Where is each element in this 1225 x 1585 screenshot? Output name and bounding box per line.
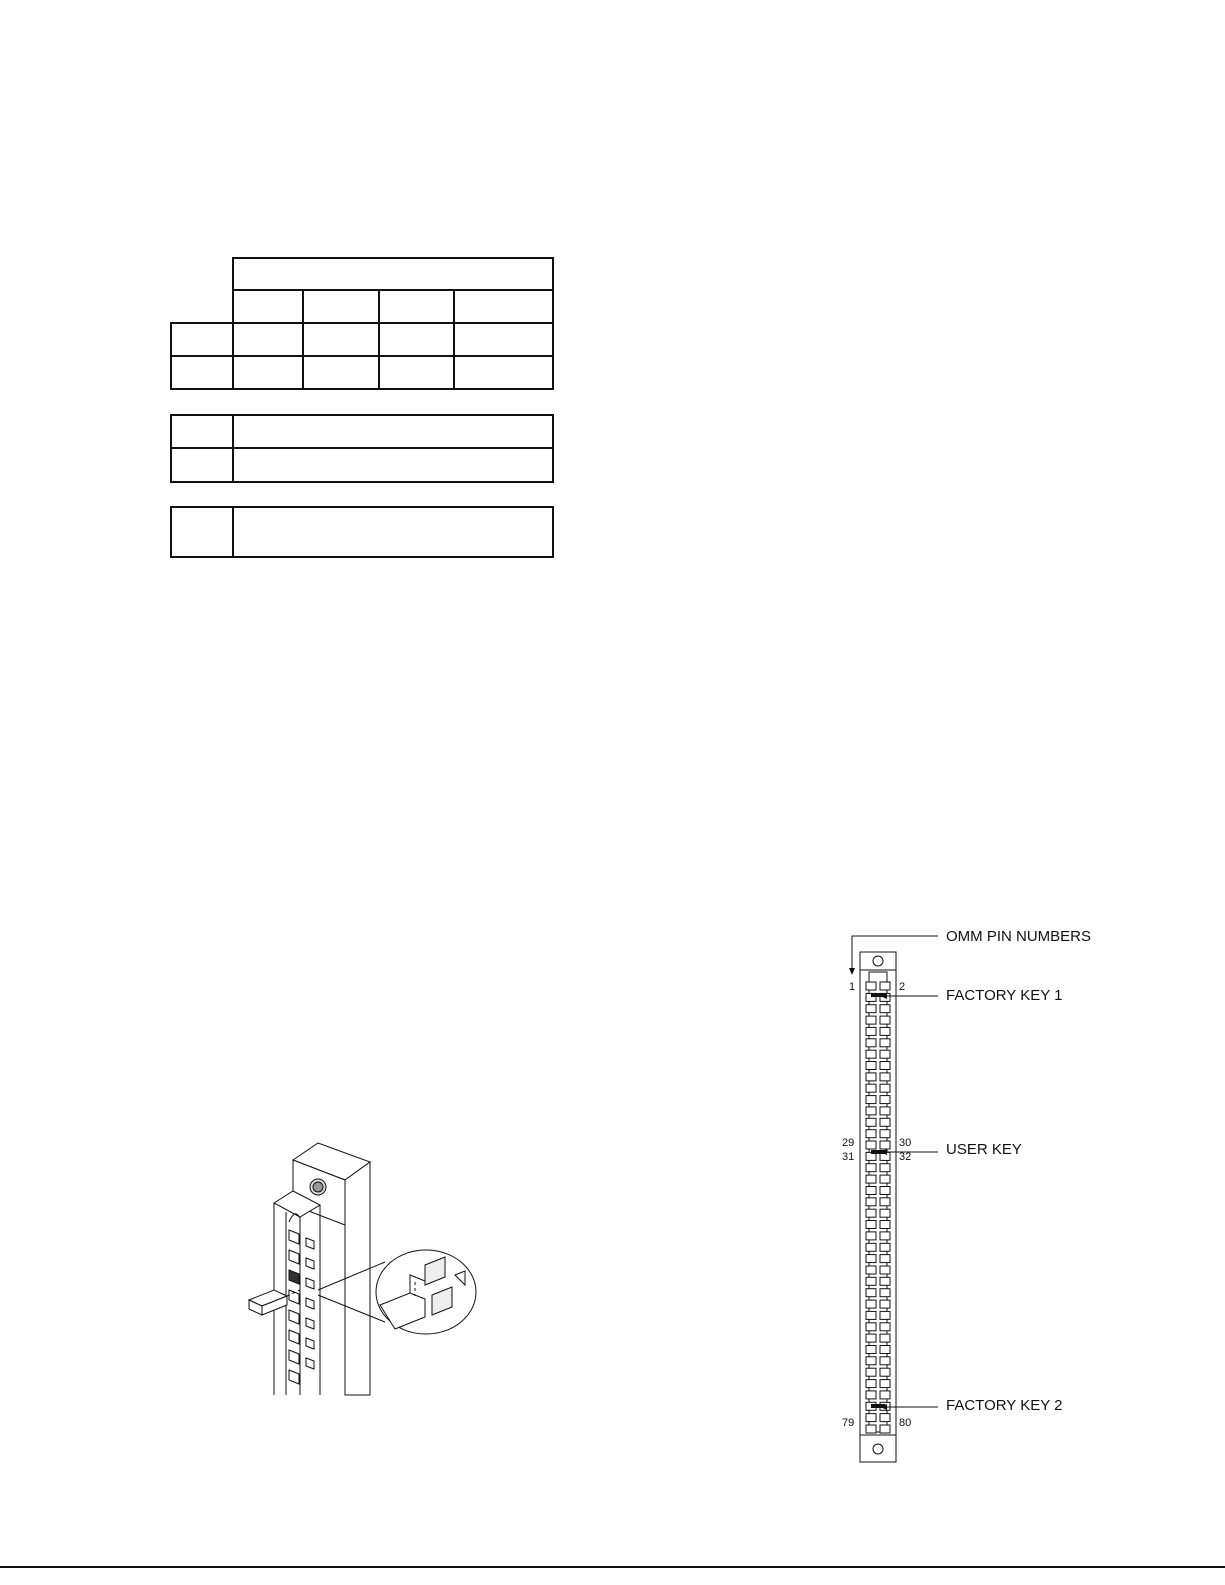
detail-magnifier (318, 1250, 476, 1334)
pin-contact-odd (866, 1414, 876, 1422)
pin-contact-even (880, 1232, 890, 1240)
pin-contact-odd (866, 1277, 876, 1285)
pin-label-1: 1 (849, 981, 856, 993)
pin-contact-even (880, 1130, 890, 1138)
pin-contact-odd (866, 1266, 876, 1274)
pin-contact-odd (866, 1334, 876, 1342)
pin-contact-odd (866, 1391, 876, 1399)
table1-data-cell (232, 355, 304, 390)
pin-contact-odd (866, 1368, 876, 1376)
pin-contact-odd (866, 982, 876, 990)
table1-data-cell (232, 322, 304, 357)
pin-contact-even (880, 1221, 890, 1229)
pin-contact-even (880, 1323, 890, 1331)
pin-contact-odd (866, 1221, 876, 1229)
pin-contact-even (880, 1073, 890, 1081)
table2-value-cell (232, 447, 554, 483)
pin-contact-even (880, 1425, 890, 1433)
table1-data-cell (302, 322, 380, 357)
pin-contact-odd (866, 1198, 876, 1206)
pin-contact-even (880, 1050, 890, 1058)
pin-contact-even (880, 1175, 890, 1183)
pin-contact-even (880, 1118, 890, 1126)
connector-pinout-diagram (840, 925, 1110, 1470)
pin-contact-odd (866, 1380, 876, 1388)
pin-contact-even (880, 1346, 890, 1354)
connector-slots (289, 1230, 314, 1384)
pin-contact-even (880, 1311, 890, 1319)
pin-label-29: 29 (842, 1137, 855, 1149)
mounting-block (293, 1143, 370, 1395)
table3-value-cell (232, 506, 554, 558)
pin-contact-odd (866, 1346, 876, 1354)
key-insertion-illustration (240, 1135, 500, 1400)
pin-contact-even (880, 1005, 890, 1013)
pin-contact-odd (866, 1289, 876, 1297)
callout-factory-key-2: FACTORY KEY 2 (946, 1397, 1063, 1414)
pin-label-80: 80 (899, 1417, 912, 1429)
pin-contact-odd (866, 1062, 876, 1070)
pin-contact-even (880, 1096, 890, 1104)
pin-contact-odd (866, 1187, 876, 1195)
pin-contact-odd (866, 1096, 876, 1104)
pin-contact-even (880, 1391, 890, 1399)
connector-body (860, 952, 896, 1462)
pin-contact-odd (866, 1209, 876, 1217)
pin-contact-even (880, 1255, 890, 1263)
pin-contact-odd (866, 1050, 876, 1058)
pin-label-2: 2 (899, 981, 906, 993)
pin-contact-odd (866, 1323, 876, 1331)
pin-contact-even (880, 1277, 890, 1285)
pin-label-32: 32 (899, 1151, 912, 1163)
pin-contact-odd (866, 1357, 876, 1365)
pin-contact-even (880, 1027, 890, 1035)
pin-contact-even (880, 1141, 890, 1149)
table2-value-cell (232, 414, 554, 449)
pin-contact-odd (866, 1164, 876, 1172)
pin-contact-even (880, 1198, 890, 1206)
pin-contact-even (880, 1243, 890, 1251)
pin-contact-odd (866, 1255, 876, 1263)
table2-label-cell (170, 447, 234, 483)
pin-contact-odd (866, 1073, 876, 1081)
pin-contact-even (880, 1357, 890, 1365)
table3-label-cell (170, 506, 234, 558)
pin-contact-odd (866, 1107, 876, 1115)
table1-subheader-cell (453, 289, 554, 324)
pin-contact-odd (866, 1039, 876, 1047)
pin-contact-odd (866, 1005, 876, 1013)
pin-contact-odd (866, 1130, 876, 1138)
pin-contact-odd (866, 1016, 876, 1024)
pin-contact-even (880, 1289, 890, 1297)
pin-contact-even (880, 1107, 890, 1115)
table1-data-cell (378, 322, 455, 357)
pin-contact-odd (866, 1425, 876, 1433)
pin-contact-odd (866, 1311, 876, 1319)
table1-row-label-cell (170, 322, 234, 357)
table1-data-cell (453, 355, 554, 390)
pin-contact-even (880, 1187, 890, 1195)
table1-subheader-cell (302, 289, 380, 324)
pin-contact-even (880, 1164, 890, 1172)
table1-header-cell (232, 257, 554, 291)
pin-contact-odd (866, 1175, 876, 1183)
pin-contact-even (880, 1016, 890, 1024)
table1-data-cell (378, 355, 455, 390)
pin-contact-even (880, 1334, 890, 1342)
pin-contact-even (880, 982, 890, 990)
table1-row-label-cell (170, 355, 234, 390)
pin-contact-even (880, 1380, 890, 1388)
callout-omm-pin-numbers: OMM PIN NUMBERS (946, 928, 1092, 945)
pin-contact-odd (866, 1027, 876, 1035)
pin-contact-even (880, 1266, 890, 1274)
pin-contact-even (880, 1084, 890, 1092)
pin-contact-even (880, 1368, 890, 1376)
pin-contact-even (880, 1414, 890, 1422)
callout-user-key: USER KEY (946, 1141, 1022, 1158)
pin-label-79: 79 (842, 1417, 855, 1429)
pin-contact-even (880, 1300, 890, 1308)
table1-data-cell (302, 355, 380, 390)
pin-contact-odd (866, 1141, 876, 1149)
pin-contact-even (880, 1209, 890, 1217)
pin-contact-even (880, 1062, 890, 1070)
callout-factory-key-1: FACTORY KEY 1 (946, 987, 1063, 1004)
pin-contact-odd (866, 1243, 876, 1251)
pin-contact-even (880, 1039, 890, 1047)
table1-subheader-cell (232, 289, 304, 324)
pin-label-30: 30 (899, 1137, 912, 1149)
pin-contact-odd (866, 1232, 876, 1240)
pin-contact-odd (866, 1084, 876, 1092)
pin-contact-odd (866, 1300, 876, 1308)
table1-data-cell (453, 322, 554, 357)
table1-subheader-cell (378, 289, 455, 324)
table2-label-cell (170, 414, 234, 449)
pin-contact-odd (866, 1118, 876, 1126)
footer-rule (0, 1566, 1225, 1568)
pin-label-31: 31 (842, 1151, 855, 1163)
